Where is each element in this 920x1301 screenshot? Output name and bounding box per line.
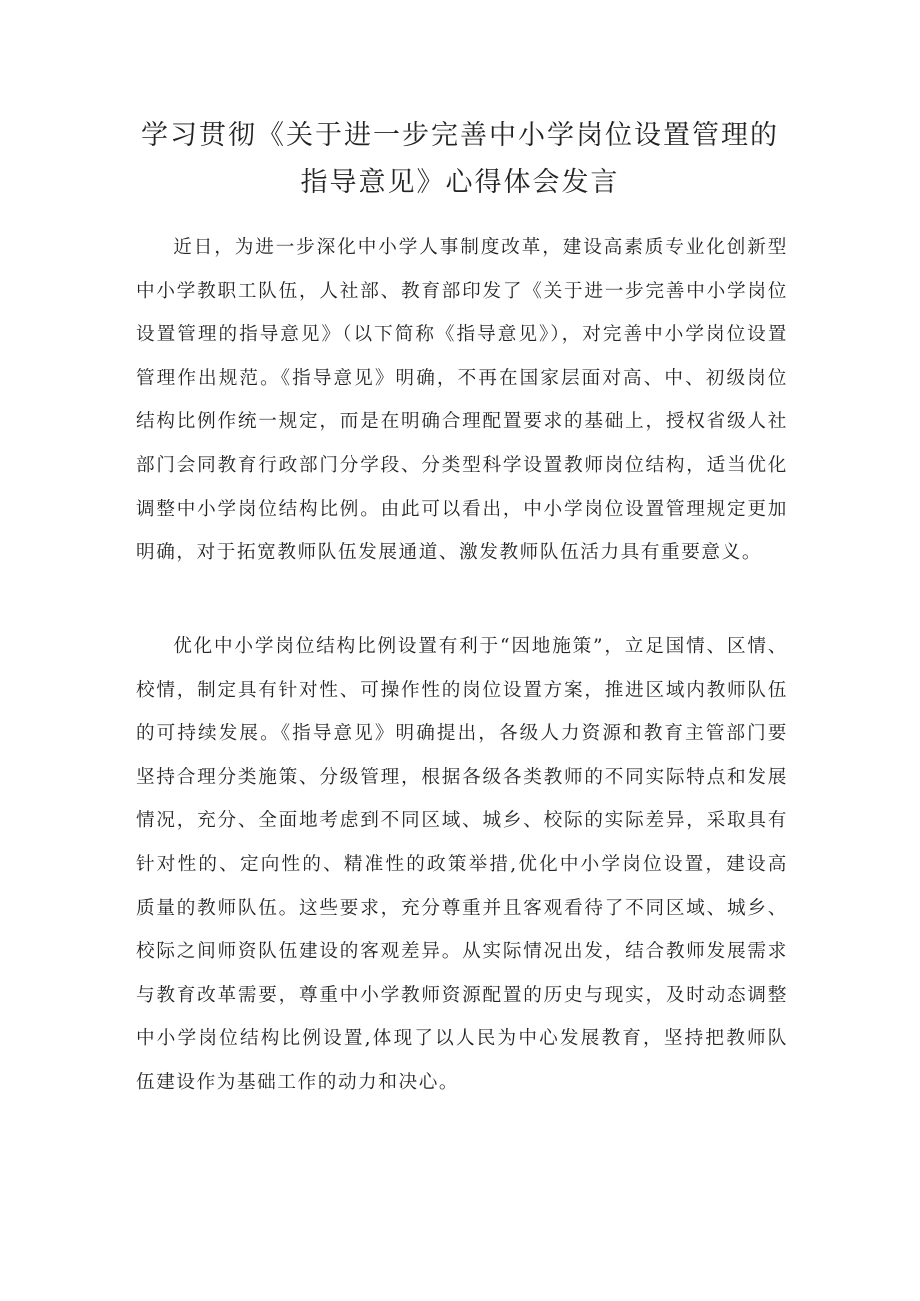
- body-paragraph-1: 近日，为进一步深化中小学人事制度改革，建设高素质专业化创新型中小学教职工队伍，人社部、教育部印发了《关于进一步完善中小学岗位设置管理的指导意见》（以下简称《指导意见》），对完善中小学岗位设置管理作出规范。《指导意见》明确，不再在国家层面对高、中、初级岗位结构比例作统一规定，而是在明确合理配置要求的基础上，授权省级人社部门会同教育行政部门分学段、分类型科学设置教师岗位结构，适当优化调整中小学岗位结构比例。由此可以看出，中小学岗位设置管理规定更加明确，对于拓宽教师队伍发展通道、激发教师队伍活力具有重要意义。: [136, 237, 788, 564]
- body-paragraph-2: 优化中小学岗位结构比例设置有利于“因地施策”，立足国情、区情、校情，制定具有针对性、可操作性的岗位设置方案，推进区域内教师队伍的可持续发展。《指导意见》明确提出，各级人力资源和教育主管部门要坚持合理分类施策、分级管理，根据各级各类教师的不同实际特点和发展情况，充分、全面地考虑到不同区域、城乡、校际的实际差异，采取具有针对性的、定向性的、精准性的政策举措,优化中小学岗位设置，建设高质量的教师队伍。这些要求，充分尊重并且客观看待了不同区域、城乡、校际之间师资队伍建设的客观差异。从实际情况出发，结合教师发展需求与教育改革需要，尊重中小学教师资源配置的历史与现实，及时动态调整中小学岗位结构比例设置,体现了以人民为中心发展教育，坚持把教师队伍建设作为基础工作的动力和决心。: [136, 636, 788, 1093]
- document-title-line-2: 指导意见》心得体会发言: [300, 167, 620, 198]
- document-title-line-1: 学习贯彻《关于进一步完善中小学岗位设置管理的: [141, 120, 779, 151]
